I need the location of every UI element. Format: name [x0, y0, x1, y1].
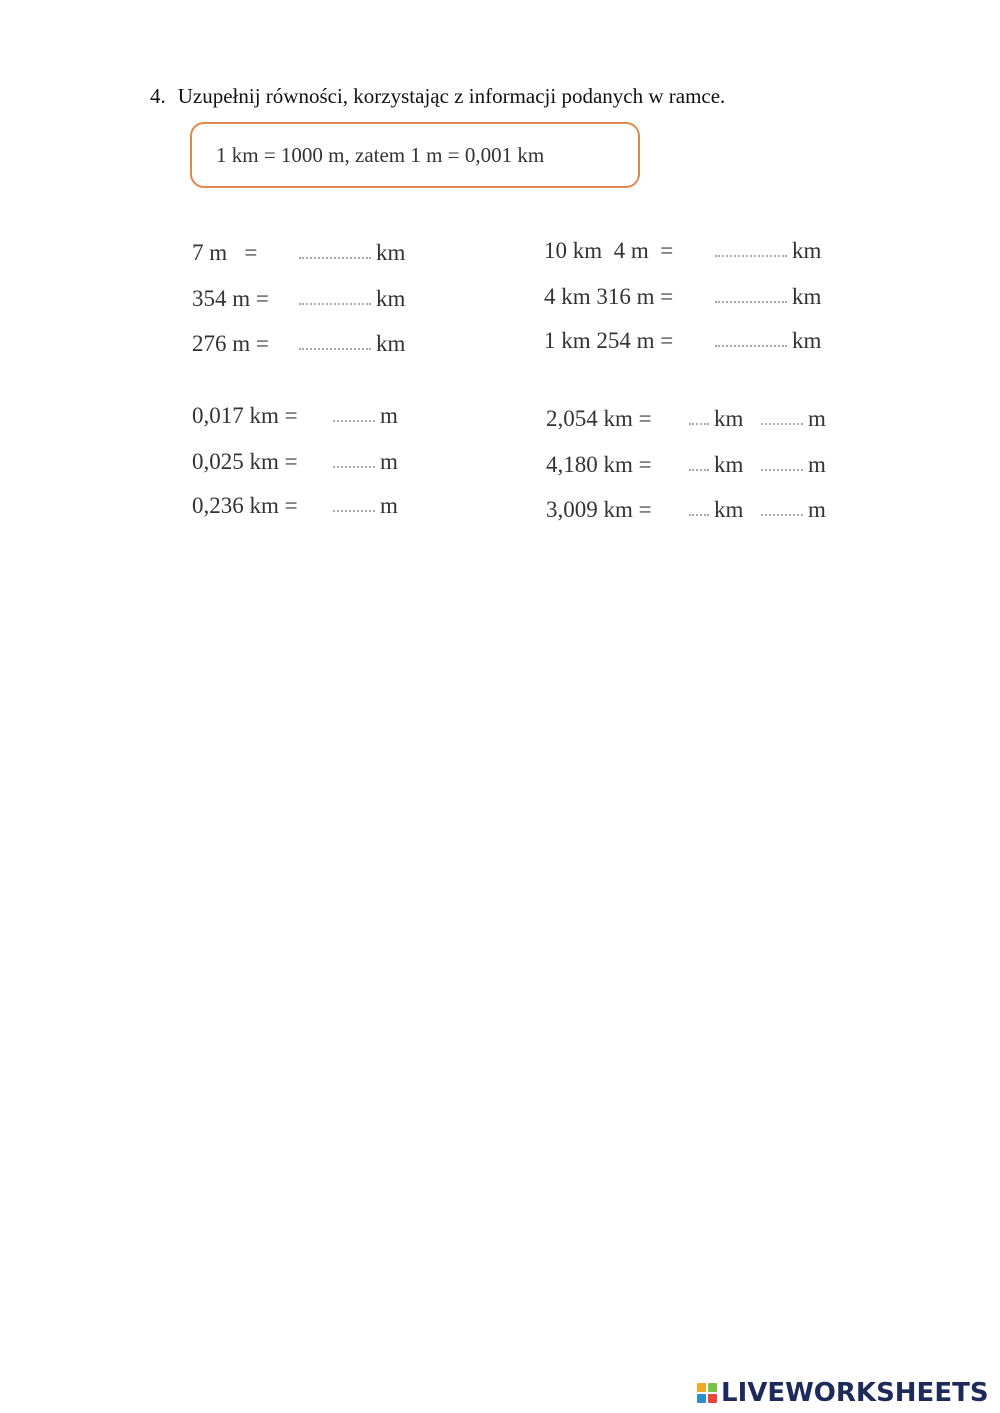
- logo-square: [697, 1383, 706, 1392]
- equation-left: 0,236 km =: [192, 493, 298, 518]
- equation-unit: km: [714, 406, 744, 431]
- equation-unit: m: [808, 452, 826, 477]
- answer-blank[interactable]: [715, 253, 787, 257]
- equation-unit: m: [808, 497, 826, 522]
- equation-row: [192, 238, 405, 268]
- logo-squares-icon: [697, 1383, 717, 1403]
- answer-blank[interactable]: [299, 255, 371, 259]
- answer-blank[interactable]: [689, 421, 709, 425]
- equation-unit: m: [380, 493, 398, 518]
- answer-blank[interactable]: [333, 418, 375, 422]
- answer-blank[interactable]: [715, 343, 787, 347]
- info-box-text: 1 km = 1000 m, zatem 1 m = 0,001 km: [216, 143, 545, 167]
- equation-row: [546, 404, 826, 434]
- equation-row: [192, 401, 398, 431]
- answer-blank[interactable]: [689, 467, 709, 471]
- equation-unit: km: [792, 328, 822, 353]
- equation-row: [192, 491, 398, 521]
- equation-left: 7 m =: [192, 240, 258, 265]
- equation-left: 354 m =: [192, 286, 269, 311]
- answer-blank[interactable]: [689, 512, 709, 516]
- equation-unit: m: [380, 449, 398, 474]
- equation-unit: km: [376, 286, 406, 311]
- equation-row: [192, 447, 398, 477]
- equation-unit: km: [792, 238, 822, 263]
- equation-row: [546, 495, 826, 525]
- logo-square: [708, 1383, 717, 1392]
- equation-unit: km: [792, 284, 822, 309]
- equation-left: 10 km 4 m =: [544, 238, 674, 263]
- equation-unit: km: [376, 331, 406, 356]
- answer-blank[interactable]: [761, 421, 803, 425]
- equation-row: [192, 284, 405, 314]
- equation-row: [546, 450, 826, 480]
- equation-left: 3,009 km =: [546, 497, 652, 522]
- equation-row: [544, 282, 821, 312]
- equation-left: 0,025 km =: [192, 449, 298, 474]
- equation-left: 0,017 km =: [192, 403, 298, 428]
- info-box: [190, 122, 640, 188]
- equation-unit: m: [380, 403, 398, 428]
- equation-row: [544, 236, 821, 266]
- answer-blank[interactable]: [299, 346, 371, 350]
- answer-blank[interactable]: [761, 467, 803, 471]
- equation-left: 1 km 254 m =: [544, 328, 674, 353]
- logo-square: [697, 1394, 706, 1403]
- answer-blank[interactable]: [715, 299, 787, 303]
- answer-blank[interactable]: [761, 512, 803, 516]
- equation-row: [192, 329, 405, 359]
- logo-text: LIVEWORKSHEETS: [721, 1378, 989, 1408]
- task-heading: [150, 84, 725, 109]
- answer-blank[interactable]: [299, 301, 371, 305]
- equation-unit: km: [376, 240, 406, 265]
- equation-left: 2,054 km =: [546, 406, 652, 431]
- equation-left: 4,180 km =: [546, 452, 652, 477]
- equation-left: 4 km 316 m =: [544, 284, 674, 309]
- equation-row: [544, 326, 821, 356]
- task-instruction: Uzupełnij równości, korzystając z informacji podanych w ramce.: [177, 84, 726, 108]
- equation-unit: km: [714, 497, 744, 522]
- task-number: 4.: [150, 84, 166, 108]
- answer-blank[interactable]: [333, 464, 375, 468]
- equation-unit: m: [808, 406, 826, 431]
- liveworksheets-logo: [697, 1378, 989, 1408]
- logo-square: [708, 1394, 717, 1403]
- equation-unit: km: [714, 452, 744, 477]
- equation-left: 276 m =: [192, 331, 269, 356]
- answer-blank[interactable]: [333, 508, 375, 512]
